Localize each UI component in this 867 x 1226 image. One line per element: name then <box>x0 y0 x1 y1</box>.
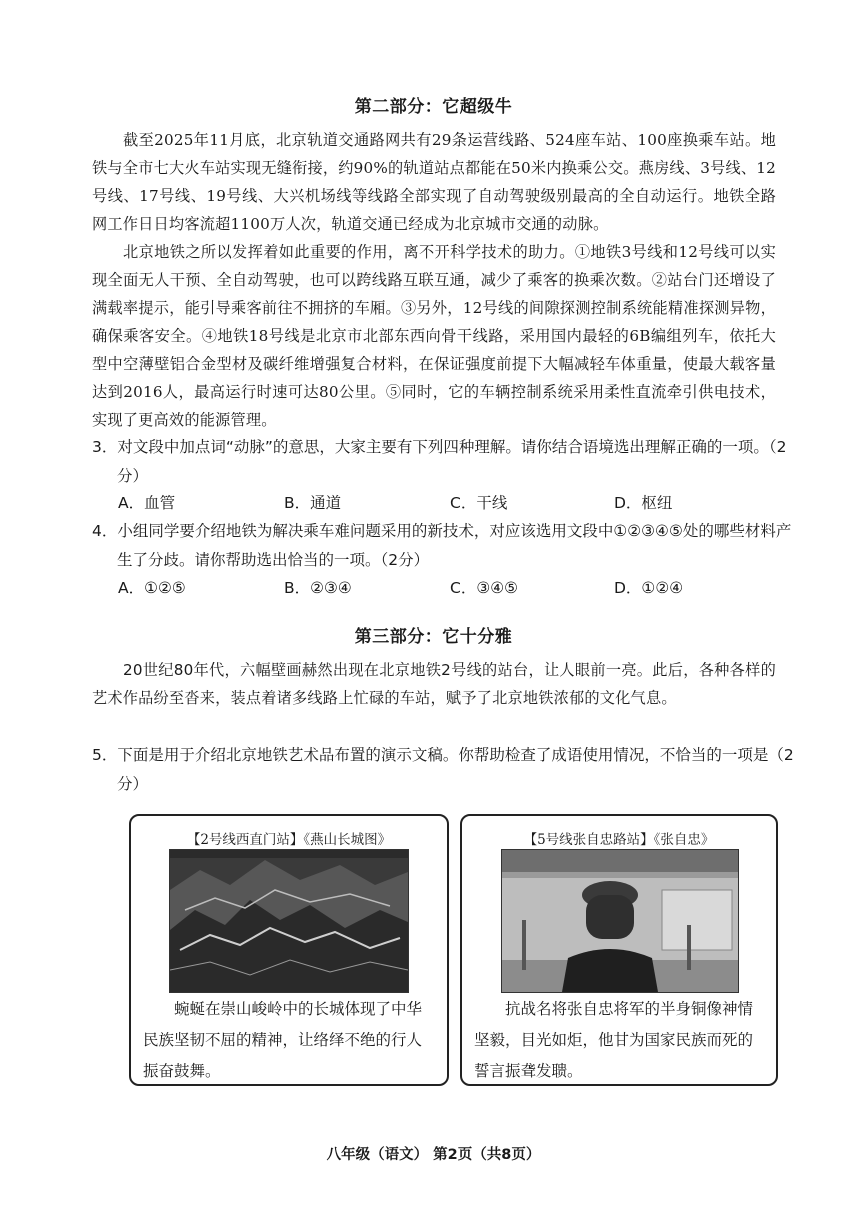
slide-2-caption: 【5号线张自忠路站】《张自忠》 <box>523 832 715 848</box>
section3-paragraph-1: 20世纪80年代，六幅壁画赫然出现在北京地铁2号线的站台，让人眼前一亮。此后，各种各样的艺术作品纷至沓来，装点着诸多线路上忙碌的车站，赋予了北京地铁浓郁的文化气息。 <box>92 661 776 707</box>
slide-card-1 <box>129 814 449 1086</box>
slide-1-caption: 【2号线西直门站】《燕山长城图》 <box>186 832 392 848</box>
zhang-zizhong-bust-image <box>501 849 739 993</box>
section2-paragraph-1: 截至2025年11月底，北京轨道交通路网共有29条运营线路、524座车站、100座换乘车站。地铁与全市七大火车站实现无缝衔接，约90%的轨道站点都能在50米内换乘公交。燕房线、3号线、12号线、17号线、19号线、大兴机场线等线路全部实现了自动驾驶级别最高的全自动运行。地铁全路网工作日日均客流超1100万人次，轨道交通已经成为北京城市交通的动脉。 <box>92 131 776 233</box>
section-title-part2: 第二部分：它超级牛 <box>354 97 513 117</box>
q4-option-c: C．③④⑤ <box>450 579 519 597</box>
slide-card-2 <box>460 814 778 1086</box>
question-5-stem: 5．下面是用于介绍北京地铁艺术品布置的演示文稿。你帮助检查了成语使用情况，不恰当的一项是（2分） <box>92 746 794 793</box>
q4-option-b: B．②③④ <box>284 579 352 597</box>
q4-option-a: A．①②⑤ <box>118 579 186 597</box>
slide-1-text: 蜿蜒在崇山峻岭中的长城体现了中华民族坚韧不屈的精神，让络绎不绝的行人振奋鼓舞。 <box>143 1000 423 1080</box>
section-title-part3: 第三部分：它十分雅 <box>354 627 513 647</box>
q3-option-b: B．通道 <box>284 494 342 512</box>
section2-paragraph-2: 北京地铁之所以发挥着如此重要的作用，离不开科学技术的助力。①地铁3号线和12号线可以实现全面无人干预、全自动驾驶，也可以跨线路互联互通，减少了乘客的换乘次数。②站台门还增设了满载率提示，能引导乘客前往不拥挤的车厢。③另外，12号线的间隙探测控制系统能精准探测异物，确保乘客安全。④地铁18号线是北京市北部东西向骨干线路，采用国内最轻的6B编组列车，依托大型中空薄壁铝合金型材及碳纤维增强复合材料，在保证强度前提下大幅减轻车体重量，使最大载客量达到2016人，最高运行时速可达80公里。⑤同时，它的车辆控制系统采用柔性直流牵引供电技术，实现了更高效的能源管理。 <box>92 243 776 429</box>
question-4-options <box>118 576 778 602</box>
slide-2-text: 抗战名将张自忠将军的半身铜像神情坚毅，目光如炬，他甘为国家民族而死的誓言振聋发聩。 <box>474 1000 754 1080</box>
zhang-zizhong-bust-drawing <box>502 850 738 992</box>
q3-option-d: D．枢纽 <box>614 494 673 512</box>
question-3-stem: 3．对文段中加点词“动脉”的意思，大家主要有下列四种理解。请你结合语境选出理解正确的一项。（2分） <box>92 438 787 485</box>
great-wall-mural-drawing <box>170 850 408 992</box>
page-footer: 八年级（语文） 第2页（共8页） <box>326 1147 541 1163</box>
great-wall-mural-image <box>169 849 409 993</box>
q3-option-c: C．干线 <box>450 494 508 512</box>
question-3-options <box>118 491 778 517</box>
question-4-stem: 4．小组同学要介绍地铁为解决乘车难问题采用的新技术，对应该选用文段中①②③④⑤处的哪些材料产生了分歧。请你帮助选出恰当的一项。（2分） <box>92 522 792 569</box>
q4-option-d: D．①②④ <box>614 579 684 597</box>
q3-option-a: A．血管 <box>118 494 176 512</box>
